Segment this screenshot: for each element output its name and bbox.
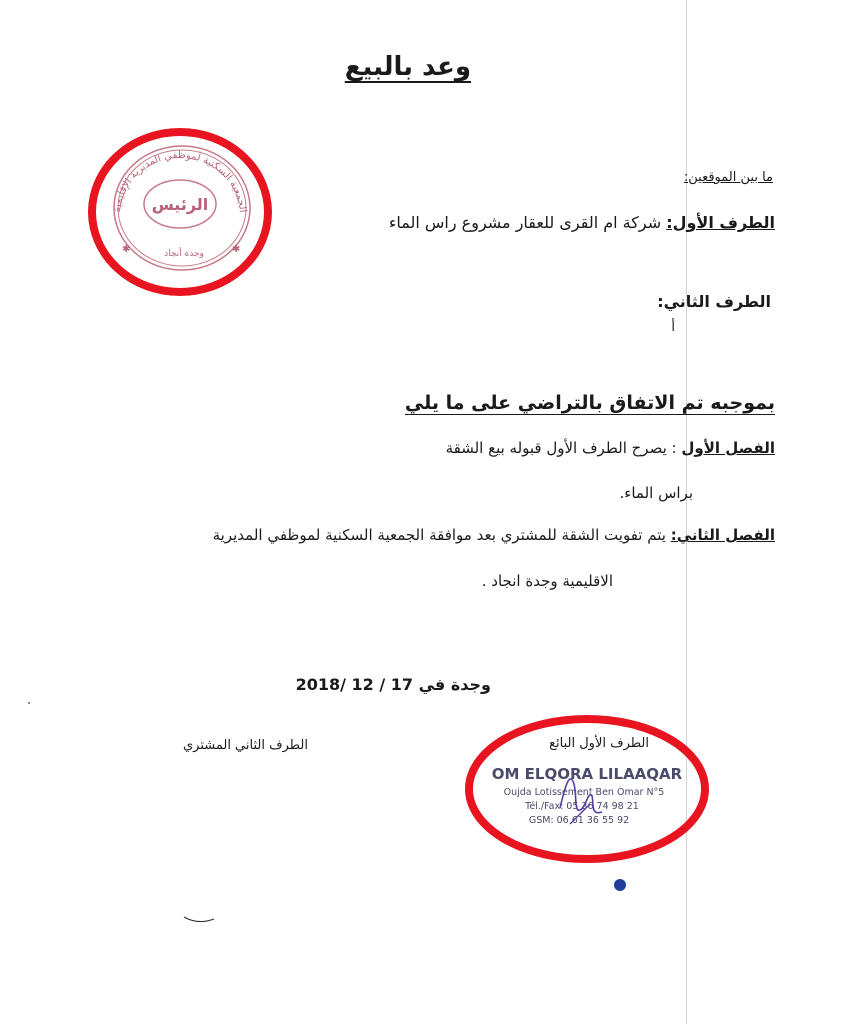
association-stamp — [84, 124, 276, 296]
buyer-signature-label: الطرف الثاني المشتري — [182, 738, 308, 753]
stamp-ring-text: الجمعية السكنية لموظفي المديرية الإقليمية — [112, 149, 248, 214]
pen-stroke-mark — [182, 913, 216, 927]
place-date: وجدة في 17 / 12 /2018 — [295, 675, 491, 694]
agreement-heading: بموجبه تم الاتفاق بالتراضي على ما يلي — [404, 392, 775, 414]
page-fold-line — [686, 0, 687, 1024]
stamp-star-icon: ✱ — [122, 244, 131, 255]
clause-2-text: يتم تفويت الشقة للمشتري بعد موافقة الجمعية السكنية لموظفي المديرية — [212, 526, 666, 544]
first-party-value: شركة ام القرى للعقار مشروع راس الماء — [388, 213, 662, 232]
clause-2-line — [213, 526, 775, 544]
stamp-center-text: الرئيس — [151, 195, 209, 214]
clause-1-line — [446, 439, 775, 457]
second-party-value: أ — [671, 320, 675, 335]
clause-1-text: : يصرح الطرف الأول قبوله بيع الشقة — [445, 439, 677, 457]
clause-2-continuation: الاقليمية وجدة انجاد . — [481, 572, 613, 590]
stamp-tel: Tél./Fax: 05 36 74 98 21 — [525, 801, 639, 812]
second-party-label: الطرف الثاني: — [657, 292, 771, 311]
clause-1-label: الفصل الأول — [681, 439, 775, 457]
first-party-line — [389, 213, 775, 232]
stamp-gsm: GSM: 06 61 36 55 92 — [528, 815, 630, 826]
stamp-company-name: OM ELQORA LILAAQAR — [491, 765, 683, 783]
parties-intro: ما بين الموقعين: — [683, 170, 773, 185]
clause-1-continuation: براس الماء. — [619, 484, 693, 502]
stamp-address: Oujda Lotissement Ben Omar N°5 — [503, 787, 665, 798]
document-title: وعد بالبيع — [344, 52, 471, 82]
stamp-star-icon: ✱ — [232, 244, 241, 255]
company-stamp — [462, 712, 712, 866]
blue-dot-mark — [612, 877, 628, 893]
clause-2-label: الفصل الثاني: — [670, 526, 775, 544]
seller-signature-label: الطرف الأول البائع — [549, 736, 649, 751]
stamp-bottom-text: وجدة أنجاد — [164, 249, 204, 259]
first-party-label: الطرف الأول: — [666, 213, 775, 232]
speck-mark — [26, 700, 32, 706]
